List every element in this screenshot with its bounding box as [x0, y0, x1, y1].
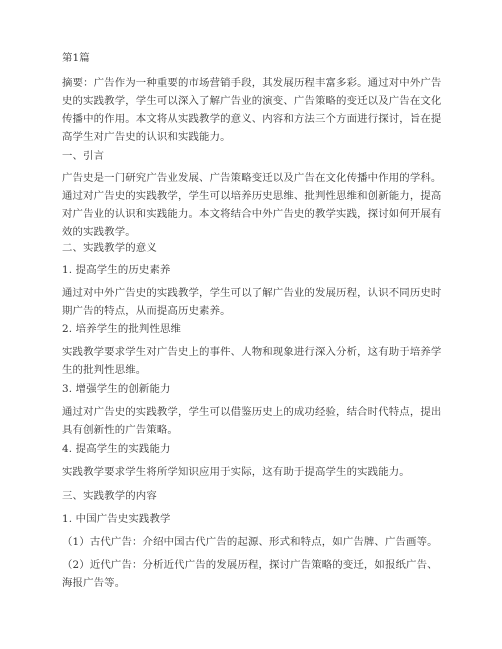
section-heading-significance: 二、实践教学的意义 — [62, 242, 157, 254]
item-paragraph-practice: 实践教学要求学生将所学知识应用于实际，这有助于提高学生的实践能力。 — [62, 466, 410, 478]
item-heading-critical-thinking: 2. 培养学生的批判性思维 — [62, 323, 182, 335]
section-heading-content: 三、实践教学的内容 — [62, 490, 157, 502]
item-paragraph-innovation: 通过对广告史的实践教学，学生可以借鉴历史上的成功经验，结合时代特点，提出具有创新性的广告策略。 — [62, 406, 442, 436]
item-paragraph-critical-thinking: 实践教学要求学生对广告史上的事件、人物和现象进行深入分析，这有助于培养学生的批判性思维。 — [62, 346, 442, 376]
item-heading-practice: 4. 提高学生的实践能力 — [62, 443, 171, 455]
page-label: 第1篇 — [62, 52, 90, 64]
item-heading-history: 1. 提高学生的历史素养 — [62, 264, 171, 276]
subsection-heading-china: 1. 中国广告史实践教学 — [62, 513, 171, 525]
item-heading-innovation: 3. 增强学生的创新能力 — [62, 383, 171, 395]
abstract-paragraph: 摘要：广告作为一种重要的市场营销手段，其发展历程丰富多彩。通过对中外广告史的实践教学，学生可以深入了解广告业的演变、广告策略的变迁以及广告在文化传播中的作用。本文将从实践教学的意义、内容和方法三个方面进行探讨，旨在提高学生对广告史的认识和实践能力。 — [62, 77, 442, 143]
item-paragraph-history: 通过对中外广告史的实践教学，学生可以了解广告业的发展历程，认识不同历史时期广告的特点，从而提高历史素养。 — [62, 287, 442, 317]
introduction-paragraph: 广告史是一门研究广告业发展、广告策略变迁以及广告在文化传播中作用的学科。通过对广告史的实践教学，学生可以培养历史思维、批判性思维和创新能力，提高对广告业的认识和实践能力。本文将结合中外广告史的教学实践，探讨如何开展有效的实践教学。 — [62, 172, 442, 238]
list-item-ancient: （1）古代广告：介绍中国古代广告的起源、形式和特点，如广告牌、广告画等。 — [62, 536, 438, 548]
section-heading-introduction: 一、引言 — [62, 150, 105, 162]
list-item-modern: （2）近代广告：分析近代广告的发展历程，探讨广告策略的变迁，如报纸广告、海报广告等。 — [62, 559, 438, 589]
